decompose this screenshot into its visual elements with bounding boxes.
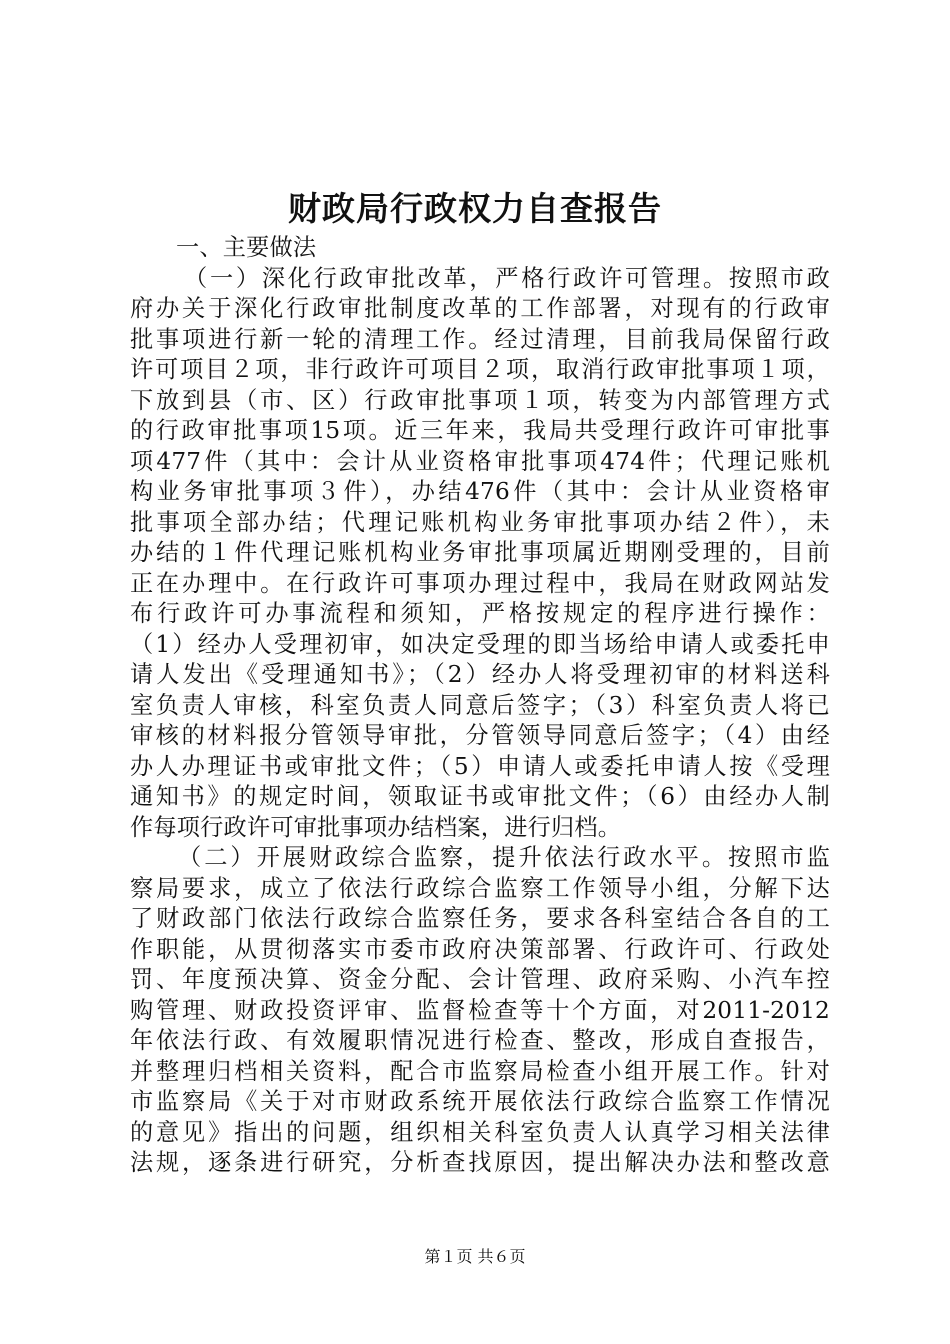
paragraph-line: 作职能，从贯彻落实市委市政府决策部署、行政许可、行政处 xyxy=(130,935,830,963)
page-number-footer: 第１页 共６页 xyxy=(424,1247,526,1266)
paragraph-line: 布行政许可办事流程和须知，严格按规定的程序进行操作： xyxy=(130,600,830,627)
paragraph-line: 购管理、财政投资评审、监督检查等十个方面，对2011-2012 xyxy=(130,996,830,1024)
paragraph-line: 作每项行政许可审批事项办结档案，进行归档。 xyxy=(130,813,622,841)
document-body xyxy=(130,233,830,1179)
paragraph-line: 年依法行政、有效履职情况进行检查、整改，形成自查报告， xyxy=(130,1027,830,1054)
paragraph-line: 审核的材料报分管领导审批，分管领导同意后签字；（4）由经 xyxy=(130,722,830,749)
paragraph-line: 了财政部门依法行政综合监察任务，要求各科室结合各自的工 xyxy=(130,905,830,932)
paragraph-line: 罚、年度预决算、资金分配、会计管理、政府采购、小汽车控 xyxy=(130,966,830,993)
paragraph-line: 批事项进行新一轮的清理工作。经过清理，目前我局保留行政 xyxy=(130,325,830,353)
paragraph-line: 办结的１件代理记账机构业务审批事项属近期刚受理的，目前 xyxy=(130,539,830,566)
section-heading: 一、主要做法 xyxy=(176,234,317,261)
paragraph-line: 批事项全部办结；代理记账机构业务审批事项办结２件），未 xyxy=(130,508,830,536)
paragraph-line: 正在办理中。在行政许可事项办理过程中，我局在财政网站发 xyxy=(130,569,830,597)
paragraph-line: 构业务审批事项３件），办结476件（其中：会计从业资格审 xyxy=(130,478,830,505)
paragraph-line: 许可项目２项，非行政许可项目２项，取消行政审批事项１项， xyxy=(130,356,830,383)
paragraph-line: 府办关于深化行政审批制度改革的工作部署，对现有的行政审 xyxy=(130,295,830,322)
paragraph-line: 室负责人审核，科室负责人同意后签字；（3）科室负责人将已 xyxy=(130,691,830,719)
paragraph-line: 的意见》指出的问题，组织相关科室负责人认真学习相关法律 xyxy=(130,1118,830,1146)
paragraph-line: 请人发出《受理通知书》；（2）经办人将受理初审的材料送科 xyxy=(130,661,830,688)
paragraph-line: 通知书》的规定时间，领取证书或审批文件；（6）由经办人制 xyxy=(130,783,830,810)
paragraph-line: 的行政审批事项15项。近三年来，我局共受理行政许可审批事 xyxy=(130,417,830,444)
paragraph-line: 察局要求，成立了依法行政综合监察工作领导小组，分解下达 xyxy=(130,874,830,902)
paragraph-line: （1）经办人受理初审，如决定受理的即当场给申请人或委托申 xyxy=(130,630,830,658)
paragraph-line: （一）深化行政审批改革，严格行政许可管理。按照市政 xyxy=(184,264,830,292)
document-title: 财政局行政权力自查报告 xyxy=(288,189,662,228)
paragraph-line: （二）开展财政综合监察，提升依法行政水平。按照市监 xyxy=(178,844,830,871)
paragraph-line: 办人办理证书或审批文件；（5）申请人或委托申请人按《受理 xyxy=(130,752,830,780)
paragraph-line: 项477件（其中：会计从业资格审批事项474件；代理记账机 xyxy=(130,447,830,475)
paragraph-line: 市监察局《关于对市财政系统开展依法行政综合监察工作情况 xyxy=(130,1088,830,1115)
paragraph-line: 法规，逐条进行研究，分析查找原因，提出解决办法和整改意 xyxy=(130,1149,830,1176)
paragraph-line: 并整理归档相关资料，配合市监察局检查小组开展工作。针对 xyxy=(130,1057,830,1085)
paragraph-line: 下放到县（市、区）行政审批事项１项，转变为内部管理方式 xyxy=(130,386,830,414)
